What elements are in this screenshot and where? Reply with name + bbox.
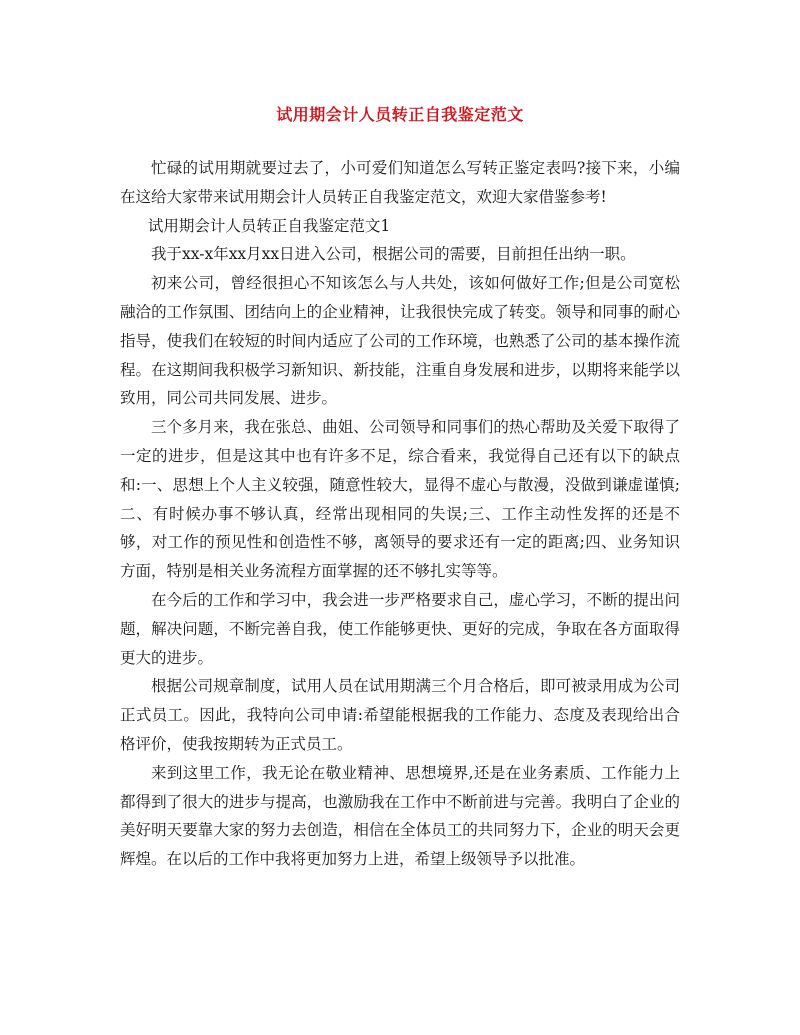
body-paragraph: 三个多月来，我在张总、曲姐、公司领导和同事们的热心帮助及关爱下取得了一定的进步，但是这其中也有许多不足，综合看来，我觉得自己还有以下的缺点和:一、思想上个人主义较强，随意性较大，显得不虚心与散漫，没做到谦虚谨慎;二、有时候办事不够认真，经常出现相同的失误;三、工作主动性发挥的还是不够，对工作的预见性和创造性不够，离领导的要求还有一定的距离;四、业务知识方面，特别是相关业务流程方面掌握的还不够扎实等等。 xyxy=(120,418,680,581)
section-heading: 试用期会计人员转正自我鉴定范文1 xyxy=(147,216,391,235)
body-paragraph: 初来公司，曾经很担心不知该怎么与人共处，该如何做好工作;但是公司宽松融洽的工作氛围、团结向上的企业精神，让我很快完成了转变。领导和同事的耐心指导，使我们在较短的时间内适应了公司的工作环境，也熟悉了公司的基本操作流程。在这期间我积极学习新知识、新技能，注重自身发展和进步，以期将来能学以致用，同公司共同发展、进步。 xyxy=(120,274,680,408)
body-paragraph: 在今后的工作和学习中，我会进一步严格要求自己，虚心学习，不断的提出问题，解决问题，不断完善自我，使工作能够更快、更好的完成，争取在各方面取得更大的进步。 xyxy=(120,590,680,667)
body-paragraph: 根据公司规章制度，试用人员在试用期满三个月合格后，即可被录用成为公司正式员工。因此，我特向公司申请:希望能根据我的工作能力、态度及表现给出合格评价，使我按期转为正式员工。 xyxy=(120,677,680,753)
body-paragraph: 来到这里工作，我无论在敬业精神、思想境界,还是在业务素质、工作能力上都得到了很大的进步与提高，也激励我在工作中不断前进与完善。我明白了企业的美好明天要靠大家的努力去创造，相信在全体员工的共同努力下，企业的明天会更辉煌。在以后的工作中我将更加努力上进，希望上级领导予以批准。 xyxy=(120,763,680,869)
body-paragraph: 我于xx-x年xx月xx日进入公司，根据公司的需要，目前担任出纳一职。 xyxy=(151,245,636,264)
intro-paragraph: 忙碌的试用期就要过去了，小可爱们知道怎么写转正鉴定表吗?接下来，小编在这给大家带来试用期会计人员转正自我鉴定范文，欢迎大家借鉴参考! xyxy=(120,159,680,206)
document-title: 试用期会计人员转正自我鉴定范文 xyxy=(276,105,524,124)
document-body xyxy=(120,154,680,874)
